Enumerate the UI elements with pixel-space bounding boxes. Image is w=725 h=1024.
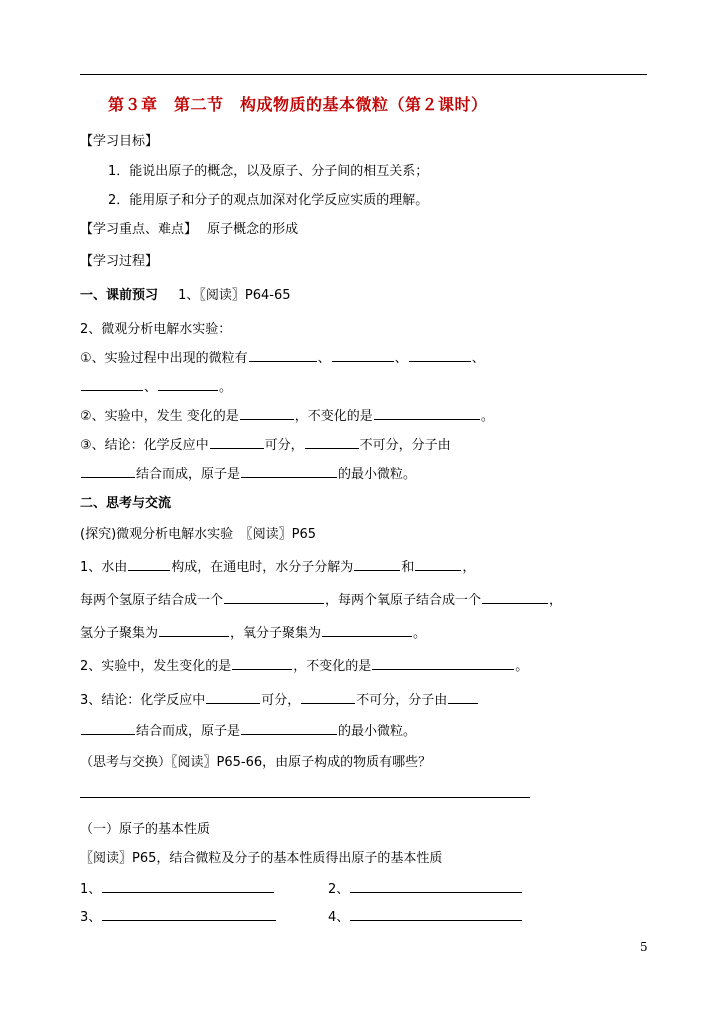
- blank[interactable]: [322, 623, 412, 637]
- page-number: 5: [640, 940, 648, 954]
- blank[interactable]: [241, 464, 337, 478]
- sec1-q2c: ③、结论：化学反应中 可分， 不可分，分子由: [80, 434, 451, 453]
- blank[interactable]: [81, 377, 143, 391]
- sec2-q1c: 氢分子聚集为 ，氧分子聚集为 。: [80, 622, 426, 641]
- blank[interactable]: [374, 406, 480, 420]
- blank[interactable]: [249, 348, 317, 362]
- blank[interactable]: [102, 907, 276, 921]
- sec1-q2b: ②、实验中，发生 变化的是 ，不变化的是 。: [80, 405, 494, 424]
- sec1-read: 1、〖阅读〗P64-65: [178, 288, 291, 303]
- blank[interactable]: [350, 879, 522, 893]
- sec2-q3b: 结合而成，原子是 的最小微粒。: [80, 720, 416, 739]
- sec2-q1: 1、水由 构成，在通电时，水分子分解为 和 ，: [80, 556, 475, 575]
- blank[interactable]: [482, 590, 548, 604]
- sec1-q2a: ①、实验过程中出现的微粒有 、 、 、: [80, 347, 485, 366]
- key-text: 原子概念的形成: [207, 222, 299, 237]
- blank[interactable]: [240, 406, 294, 420]
- blank[interactable]: [206, 690, 260, 704]
- blank[interactable]: [448, 690, 478, 704]
- page-title: 第３章 第二节 构成物质的基本微粒（第２课时）: [108, 95, 488, 114]
- blank[interactable]: [354, 557, 400, 571]
- blank[interactable]: [305, 435, 359, 449]
- header-rule: [80, 74, 647, 75]
- blank[interactable]: [158, 377, 218, 391]
- sec2-explore: (探究)微观分析电解水实验 〖阅读〗P65: [80, 527, 317, 542]
- blank[interactable]: [350, 907, 522, 921]
- blank[interactable]: [409, 348, 471, 362]
- goals-heading: 【学习目标】: [80, 134, 159, 149]
- sub1-heading: （一）原子的基本性质: [80, 822, 211, 837]
- blank[interactable]: [241, 721, 337, 735]
- blank[interactable]: [81, 721, 135, 735]
- answer-line[interactable]: [80, 797, 530, 798]
- sub1-read: 〖阅读〗P65，结合微粒及分子的基本性质得出原子的基本性质: [80, 851, 443, 866]
- blank[interactable]: [81, 464, 135, 478]
- sec2-exchange: （思考与交换）〖阅读〗P65-66，由原子构成的物质有哪些？: [80, 755, 432, 770]
- sec2-q2: 2、实验中，发生变化的是 ，不变化的是 。: [80, 655, 528, 674]
- blank[interactable]: [102, 879, 274, 893]
- goal-item-2: 2．能用原子和分子的观点加深对化学反应实质的理解。: [108, 193, 429, 208]
- sec2-q3: 3、结论：化学反应中 可分， 不可分，分子由: [80, 689, 479, 708]
- key-points: [80, 218, 298, 237]
- sec2-heading: 二、思考与交流: [80, 496, 172, 511]
- property-4: 4、: [328, 906, 523, 925]
- goal-item-1: 1．能说出原子的概念，以及原子、分子间的相互关系；: [108, 164, 429, 179]
- key-heading: 【学习重点、难点】: [80, 222, 198, 237]
- blank[interactable]: [372, 656, 514, 670]
- blank[interactable]: [415, 557, 461, 571]
- blank[interactable]: [232, 656, 292, 670]
- process-heading: 【学习过程】: [80, 254, 159, 269]
- blank[interactable]: [224, 590, 324, 604]
- blank[interactable]: [332, 348, 394, 362]
- property-3: 3、: [80, 906, 277, 925]
- sec1-heading: 一、课前预习: [80, 288, 159, 303]
- property-1: 1、: [80, 878, 275, 897]
- property-2: 2、: [328, 878, 523, 897]
- sec2-q1b: 每两个氢原子结合成一个 ，每两个氧原子结合成一个 ，: [80, 589, 562, 608]
- sec1-q2d: 结合而成，原子是 的最小微粒。: [80, 463, 416, 482]
- blank[interactable]: [301, 690, 355, 704]
- blank[interactable]: [210, 435, 264, 449]
- blank[interactable]: [159, 623, 229, 637]
- sec1-q2: 2、微观分析电解水实验：: [80, 322, 232, 337]
- blank[interactable]: [128, 557, 170, 571]
- sec1-q2a-cont: 、 。: [80, 376, 232, 395]
- sec1-heading-row: [80, 284, 291, 303]
